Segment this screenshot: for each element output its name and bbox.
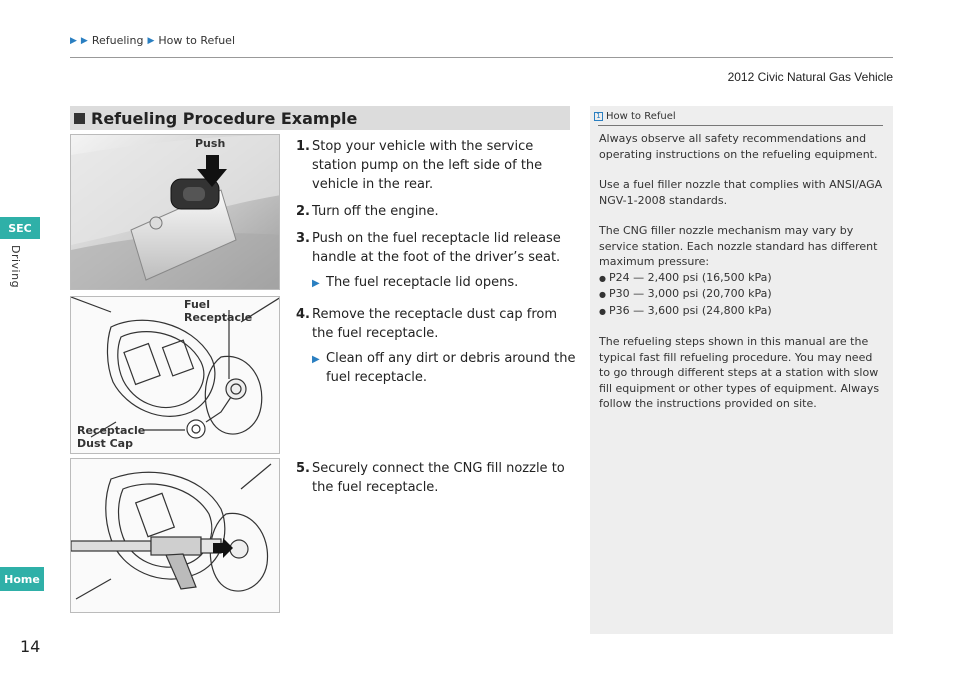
- sidebar-paragraph: Always observe all safety recommendations and operating instructions on the refueling equipment.: [599, 132, 878, 161]
- dust-cap-callout: [77, 424, 145, 450]
- note-arrow-icon: ▶: [312, 354, 320, 365]
- step-4: [296, 305, 576, 343]
- sidebar-paragraph: The refueling steps shown in this manual are the typical fast fill refueling procedure. You may need to go through different steps at a station with slow fill equipment or other types of equipment. Always follow the instructions provided on site.: [599, 335, 880, 410]
- procedure-steps: [296, 137, 576, 505]
- note-text: The fuel receptacle lid opens.: [326, 275, 519, 290]
- sidebar-paragraph: Use a fuel filler nozzle that complies with ANSI/AGA NGV-1-2008 standards.: [599, 178, 883, 207]
- step-5: [296, 459, 576, 497]
- note-text: Clean off any dirt or debris around the fuel receptacle.: [326, 351, 576, 385]
- breadcrumb-link-refueling[interactable]: Refueling: [91, 34, 144, 47]
- figure-push-lid: [70, 134, 280, 290]
- section-heading-text: Refueling Procedure Example: [91, 108, 358, 128]
- step-3: [296, 229, 576, 267]
- step-text: Remove the receptacle dust cap from the fuel receptacle.: [312, 307, 558, 341]
- fuel-receptacle-callout: Fuel Receptacle: [184, 298, 253, 324]
- section-label-driving: Driving: [9, 245, 22, 289]
- dust-cap-callout-line2: Dust Cap: [77, 437, 133, 450]
- note-arrow-icon: ▶: [312, 278, 320, 289]
- document-title: 2012 Civic Natural Gas Vehicle: [727, 70, 893, 84]
- step-text: Turn off the engine.: [312, 204, 439, 219]
- step-text: Securely connect the CNG fill nozzle to the fuel receptacle.: [312, 461, 565, 495]
- breadcrumb-arrow-icon: ▶: [70, 35, 77, 46]
- push-lid-illustration: [71, 135, 280, 290]
- sidebar-heading: [590, 109, 893, 123]
- section-heading: [70, 106, 570, 130]
- step-number: 4.: [296, 307, 310, 322]
- breadcrumb: [70, 34, 235, 47]
- figure-fuel-receptacle: [70, 296, 280, 454]
- sidebar-body: [590, 126, 893, 412]
- page-number: 14: [20, 637, 41, 656]
- dust-cap-callout-line1: Receptacle: [77, 424, 146, 437]
- sidebar-note: [590, 106, 893, 634]
- step-text: Stop your vehicle with the service station pump on the left side of the vehicle in the rear.: [312, 139, 543, 192]
- breadcrumb-arrow-icon: ▶: [147, 35, 155, 46]
- step-3-note: [312, 273, 576, 293]
- step-number: 1.: [296, 139, 310, 154]
- pressure-item: ● P36 — 3,600 psi (24,800 kPa): [599, 303, 885, 320]
- sidebar-heading-text: How to Refuel: [606, 110, 676, 122]
- figure-connect-nozzle: [70, 458, 280, 613]
- nozzle-connection-illustration: [71, 459, 280, 613]
- heading-square-icon: [74, 113, 85, 124]
- pressure-list: [599, 270, 885, 320]
- header-divider: [70, 57, 893, 58]
- home-tab[interactable]: Home: [0, 567, 44, 591]
- push-callout: Push: [195, 137, 226, 150]
- reference-icon: 1: [594, 112, 603, 121]
- breadcrumb-link-how-to-refuel[interactable]: How to Refuel: [158, 34, 235, 47]
- step-number: 5.: [296, 461, 310, 476]
- pressure-item: ● P30 — 3,000 psi (20,700 kPa): [599, 286, 885, 303]
- pressure-item: ● P24 — 2,400 psi (16,500 kPa): [599, 270, 885, 287]
- step-1: [296, 137, 576, 194]
- sidebar-paragraph: The CNG filler nozzle mechanism may vary by service station. Each nozzle standard has different maximum pressure:: [599, 224, 878, 268]
- sec-tab[interactable]: SEC: [0, 217, 40, 239]
- step-number: 3.: [296, 231, 310, 246]
- step-text: Push on the fuel receptacle lid release handle at the foot of the driver’s seat.: [312, 231, 561, 265]
- step-2: [296, 202, 576, 221]
- step-number: 2.: [296, 204, 310, 219]
- step-4-note: [312, 349, 576, 387]
- breadcrumb-arrow-icon: ▶: [80, 35, 88, 46]
